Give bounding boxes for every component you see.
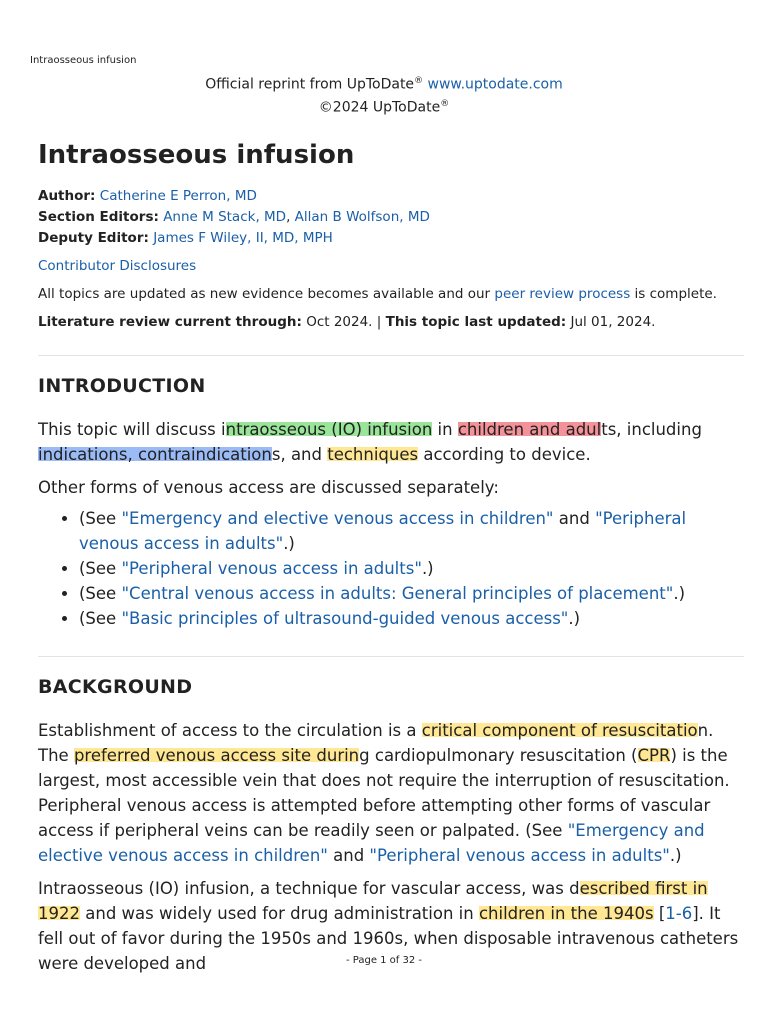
emergency-venous-access-children-link[interactable]: "Emergency and elective venous access in children" — [121, 509, 554, 528]
highlight-text: ntraosseous (I — [225, 420, 343, 439]
text-run: .) — [283, 534, 295, 553]
text-run: .) — [568, 609, 581, 628]
registered-mark: ® — [440, 98, 450, 109]
yellow-highlight[interactable]: critical component of resuscitatio — [421, 721, 698, 740]
section-editors-line — [38, 207, 744, 228]
text-run: (See — [79, 584, 122, 603]
text-run: This topic will discuss i — [38, 420, 226, 439]
peripheral-venous-access-adults-link[interactable]: "Peripheral venous access in adults" — [79, 509, 687, 553]
peer-review-link[interactable]: peer review process — [494, 286, 631, 302]
section-editor-link-1[interactable]: Anne M Stack, MD — [163, 209, 287, 225]
text-run: and was widely used for drug administration in — [80, 904, 479, 923]
author-line — [38, 186, 744, 207]
text-run: g cardiopulmonary resuscitation ( — [359, 746, 638, 765]
registered-mark: ® — [414, 76, 424, 86]
deputy-editor-line — [38, 228, 744, 249]
central-venous-access-adults-link[interactable]: "Central venous access in adults: General principles of placement" — [121, 584, 674, 603]
text-run: [ — [653, 904, 666, 923]
text-run: Intraosseous (IO) infusion, a technique for vascular access, was d — [38, 879, 580, 898]
text-run: .) — [673, 584, 686, 603]
reference-link[interactable]: 1-6 — [665, 904, 693, 923]
text-run: s, and — [271, 445, 328, 464]
red-highlight[interactable]: children and adul — [457, 420, 602, 439]
deputy-editor-label: Deputy Editor: — [38, 230, 149, 246]
reprint-line-2 — [0, 95, 768, 118]
text-run: .) — [421, 559, 434, 578]
literature-review-line — [38, 312, 744, 332]
background-heading: BACKGROUND — [38, 676, 193, 698]
emergency-venous-access-children-link[interactable]: "Emergency and elective venous access in children" — [38, 821, 705, 865]
list-item — [79, 506, 744, 556]
peer-review-note — [38, 284, 744, 304]
author-label: Author: — [38, 188, 96, 204]
introduction-paragraph-2: Other forms of venous access are discussed separately: — [38, 478, 499, 497]
uptodate-url-link[interactable]: www.uptodate.com — [427, 76, 563, 93]
author-link[interactable]: Catherine E Perron, MD — [99, 188, 257, 204]
text-run: Establishment of access to the circulation is a — [38, 721, 422, 740]
peer-review-prefix: All topics are updated as new evidence becomes available and our — [38, 286, 491, 302]
section-editors-label: Section Editors: — [38, 209, 159, 225]
blue-highlight[interactable]: indications, contraindication — [38, 445, 272, 464]
green-highlight[interactable] — [226, 420, 433, 439]
text-run: n. The — [38, 721, 714, 765]
introduction-heading: INTRODUCTION — [38, 375, 206, 397]
text-run: (See — [79, 509, 122, 528]
yellow-highlight[interactable]: CPR — [637, 746, 671, 765]
section-editor-link-2[interactable]: Allan B Wolfson, MD — [294, 209, 430, 225]
reprint-prefix: Official reprint from UpToDate — [205, 76, 415, 93]
list-item — [79, 606, 744, 631]
text-run: (See — [79, 609, 122, 628]
peripheral-venous-access-adults-link[interactable]: "Peripheral venous access in adults" — [369, 846, 670, 865]
yellow-highlight[interactable]: escribed first in 1922 — [38, 879, 708, 923]
text-run: ]. It fell out of favor during the 1950s and 1960s, when disposable intravenous catheters were developed and — [38, 904, 739, 973]
divider — [38, 656, 744, 657]
yellow-highlight[interactable]: s site durin — [267, 746, 360, 765]
divider — [38, 355, 744, 356]
last-updated-value: Jul 01, 2024. — [570, 314, 656, 330]
lit-review-label: Literature review current through: — [38, 314, 302, 330]
copyright-text: ©2024 UpToDate — [318, 99, 441, 116]
text-run: .) — [669, 846, 682, 865]
editor-separator: , — [286, 209, 291, 225]
reprint-line-1 — [0, 72, 768, 95]
article-content — [38, 138, 744, 976]
highlight-text: O) infusion — [342, 420, 433, 439]
yellow-highlight[interactable]: children in the 1940s — [478, 904, 654, 923]
text-run: (See — [79, 559, 122, 578]
yellow-highlight[interactable]: preferred venous acces — [73, 746, 268, 765]
list-item — [79, 581, 744, 606]
text-run: and — [327, 846, 370, 865]
page-footer: - Page 1 of 32 - — [345, 955, 423, 966]
introduction-paragraph-1 — [38, 417, 744, 467]
ultrasound-guided-venous-access-link[interactable]: "Basic principles of ultrasound-guided venous access" — [121, 609, 569, 628]
peripheral-venous-access-adults-link[interactable]: "Peripheral venous access in adults" — [121, 559, 422, 578]
contributor-disclosures-link[interactable]: Contributor Disclosures — [38, 258, 197, 274]
peer-review-suffix: is complete. — [634, 286, 717, 302]
text-run: in — [432, 420, 458, 439]
deputy-editor-link[interactable]: James F Wiley, II, MD, MPH — [153, 230, 333, 246]
list-item — [79, 556, 744, 581]
disclosures-row — [38, 256, 744, 276]
text-run: ) is the largest, most accessible vein that does not require the interruption of resuscitation. Peripheral venous access is attempted before attempting other forms of vascular access if peripheral veins can be readily seen or palpated. (See — [38, 746, 730, 840]
see-also-list — [38, 506, 744, 631]
lit-review-value: Oct 2024. | — [306, 314, 382, 330]
running-header: Intraosseous infusion — [30, 55, 137, 66]
text-run: and — [553, 509, 596, 528]
yellow-highlight[interactable]: techniques — [327, 445, 419, 464]
article-title: Intraosseous infusion — [38, 140, 355, 170]
reprint-notice — [0, 72, 768, 117]
text-run: ts, including — [601, 420, 702, 439]
text-run: according to device. — [418, 445, 591, 464]
last-updated-label: This topic last updated: — [385, 314, 567, 330]
background-paragraph-1 — [38, 718, 744, 868]
